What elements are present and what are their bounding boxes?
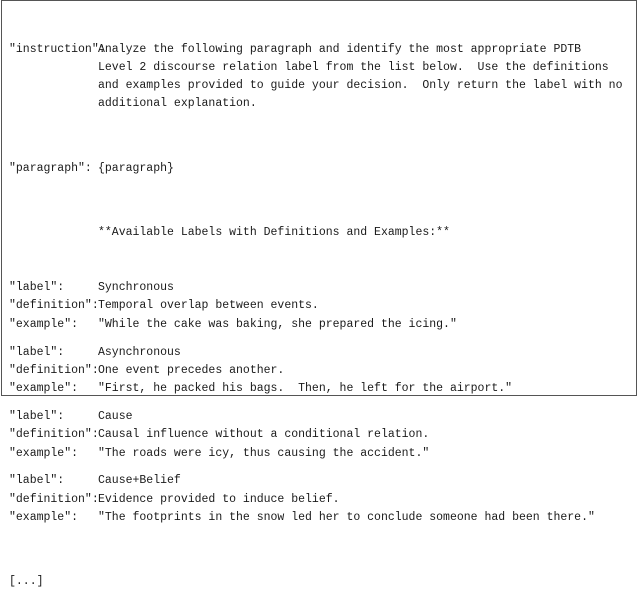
paragraph-value: {paragraph} <box>98 161 174 175</box>
labels-heading-row <box>9 224 623 242</box>
example-key: "example": <box>9 510 79 524</box>
labels-heading: **Available Labels with Definitions and Examples:** <box>98 226 450 240</box>
definition-row <box>9 297 623 315</box>
label-value: Cause <box>98 409 133 423</box>
instruction-line: additional explanation. <box>98 97 257 111</box>
example-row <box>9 316 623 334</box>
label-entry <box>9 472 623 527</box>
definition-key: "definition": <box>9 363 99 377</box>
instruction-line: Analyze the following paragraph and identify the most appropriate PDTB <box>98 42 582 56</box>
definition-key: "definition": <box>9 492 99 506</box>
example-value: "First, he packed his bags. Then, he left for the airport." <box>98 382 513 396</box>
label-key: "label": <box>9 409 65 423</box>
instruction-key: "instruction": <box>9 42 106 56</box>
label-entry <box>9 408 623 463</box>
label-row <box>9 344 623 362</box>
example-key: "example": <box>9 382 79 396</box>
definition-row <box>9 426 623 444</box>
example-key: "example": <box>9 317 79 331</box>
label-row <box>9 279 623 297</box>
example-row <box>9 509 623 527</box>
label-key: "label": <box>9 345 65 359</box>
instruction-line: Level 2 discourse relation label from the list below. Use the definitions <box>98 60 609 74</box>
example-value: "The footprints in the snow led her to conclude someone had been there." <box>98 510 595 524</box>
definition-key: "definition": <box>9 428 99 442</box>
label-key: "label": <box>9 281 65 295</box>
instruction-row <box>9 41 623 114</box>
definition-value: Causal influence without a conditional relation. <box>98 428 430 442</box>
label-entry <box>9 279 623 334</box>
example-row <box>9 380 623 398</box>
paragraph-row <box>9 160 623 178</box>
definition-value: Evidence provided to induce belief. <box>98 492 340 506</box>
instruction-line: and examples provided to guide your decision. Only return the label with no <box>98 79 623 93</box>
label-key: "label": <box>9 474 65 488</box>
definition-row <box>9 362 623 380</box>
definition-value: One event precedes another. <box>98 363 285 377</box>
example-row <box>9 445 623 463</box>
example-value: "The roads were icy, thus causing the accident." <box>98 446 430 460</box>
label-row <box>9 472 623 490</box>
prompt-content <box>9 4 623 610</box>
label-row <box>9 408 623 426</box>
ellipsis: [...] <box>9 575 44 589</box>
ellipsis-row <box>9 573 623 591</box>
definition-row <box>9 491 623 509</box>
label-entry <box>9 344 623 399</box>
definition-value: Temporal overlap between events. <box>98 299 319 313</box>
example-value: "While the cake was baking, she prepared the icing." <box>98 317 457 331</box>
example-key: "example": <box>9 446 79 460</box>
label-value: Synchronous <box>98 281 174 295</box>
label-value: Asynchronous <box>98 345 181 359</box>
paragraph-key: "paragraph": <box>9 161 92 175</box>
label-value: Cause+Belief <box>98 474 181 488</box>
definition-key: "definition": <box>9 299 99 313</box>
